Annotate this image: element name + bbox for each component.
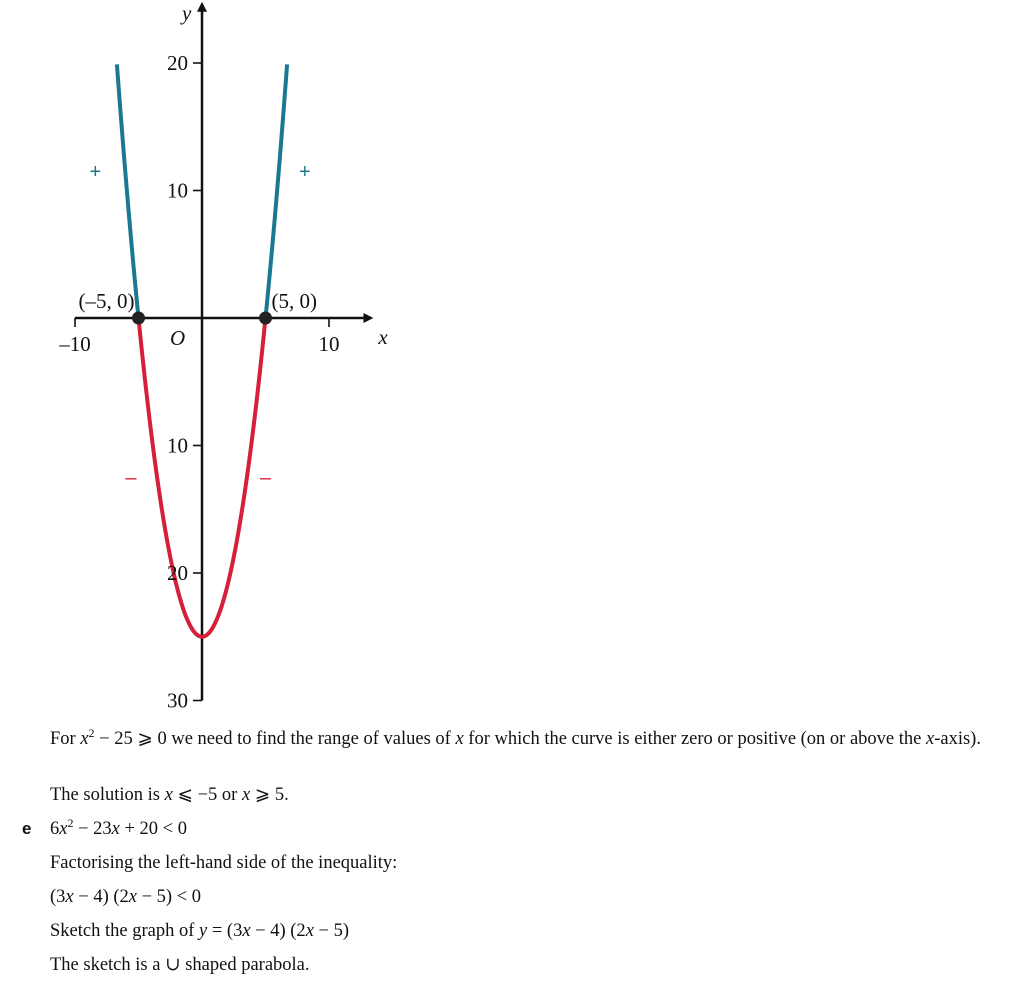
curve-positive-left (117, 64, 139, 318)
y-tick-label: 10 (167, 433, 188, 458)
sign-negative-label: – (259, 466, 272, 489)
x-intercept-point (132, 312, 145, 325)
part-e-inequality: e $6x^2 - 23x + 20 < 0$ (22, 816, 187, 839)
x-tick-label: 10 (318, 332, 340, 356)
part-label: e (22, 819, 32, 838)
solution-text (22, 726, 1020, 976)
y-tick-label: 20 (167, 51, 188, 75)
sign-positive-label: + (89, 160, 102, 183)
sign-negative-label: – (125, 466, 137, 489)
solution-statement: The solution is x ⩽ −5 or x ⩾ 5. (50, 785, 289, 805)
curve-positive-right (266, 64, 288, 318)
sketch-instruction: Sketch the graph of y = (3x − 4) (2x − 5) (50, 921, 350, 941)
solution-paragraph: For $x^2 - 25$ ⩾ 0 we need to find the range of values of x for which the curve is either zero or positive (on or above the x-axis). (50, 726, 981, 749)
x-intercept-point (259, 312, 272, 325)
y-axis-label: y (182, 0, 192, 25)
y-tick-label: 10 (167, 178, 188, 203)
parabola-graph (0, 0, 400, 715)
x-intercept-label: (5, 0) (271, 289, 317, 313)
y-tick-label: 30 (167, 688, 188, 713)
x-tick-label: –10 (59, 332, 91, 356)
factorising-text: Factorising the left-hand side of the inequality: (50, 853, 398, 873)
sketch-shape-text: The sketch is a ∪ shaped parabola. (50, 955, 310, 975)
x-axis-label: x (378, 325, 388, 349)
sign-positive-label: + (299, 160, 311, 183)
factorised-inequality: (3x − 4) (2x − 5) < 0 (50, 887, 202, 907)
x-intercept-label: (–5, 0) (78, 289, 135, 313)
origin-label: O (170, 326, 186, 350)
y-tick-label: 20 (167, 561, 188, 585)
